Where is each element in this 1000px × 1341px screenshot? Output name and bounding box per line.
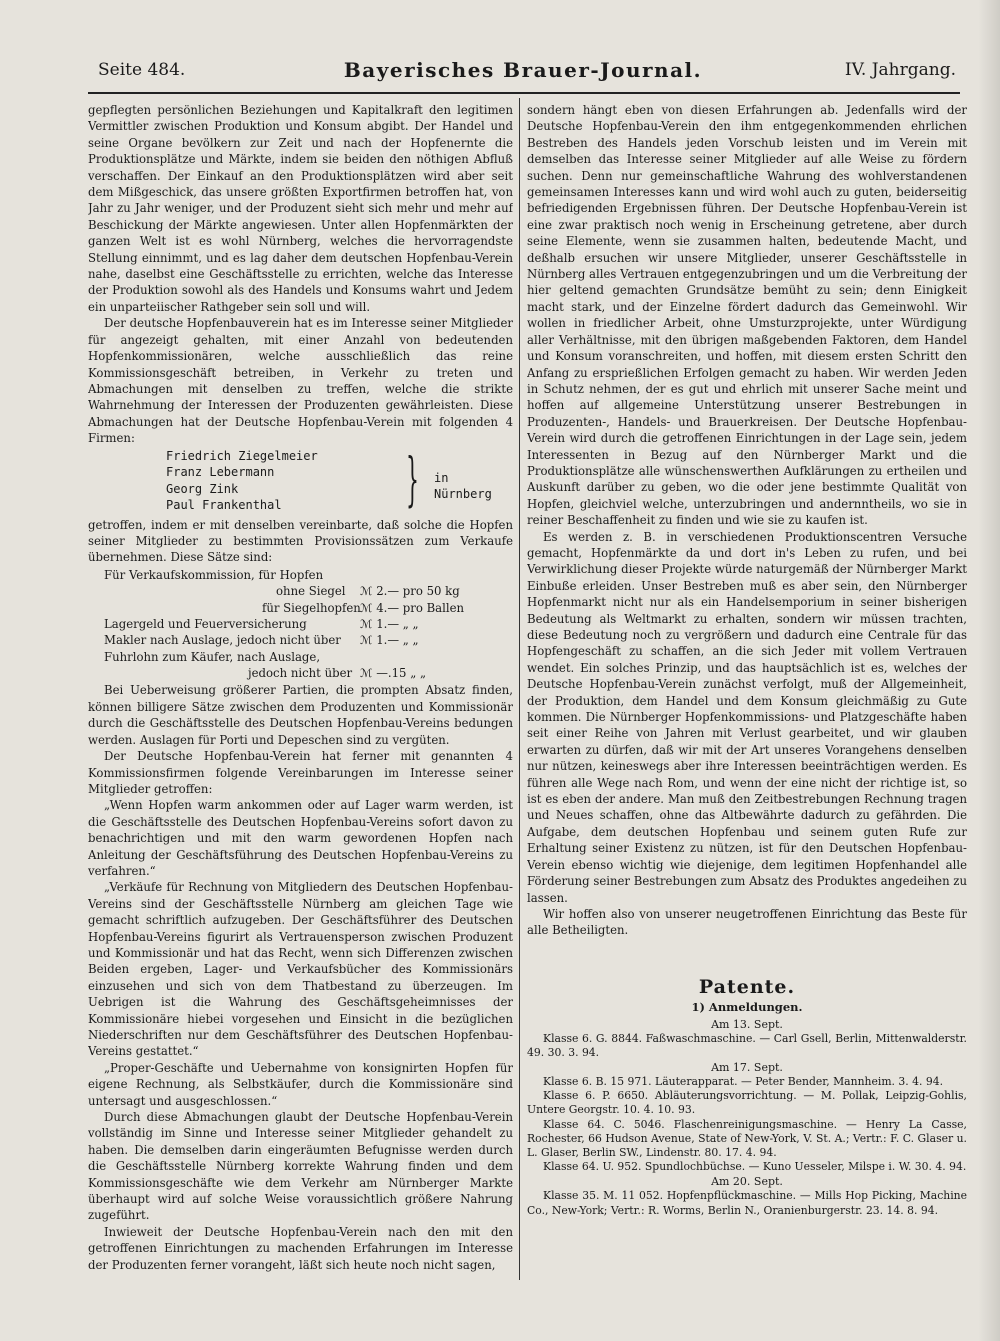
firm-name: Franz Lebermann (166, 465, 275, 480)
page-number: Seite 484. (98, 60, 186, 80)
fee-amount: ℳ 1.— „ „ (360, 616, 419, 631)
left-paragraph-5: Der Deutsche Hopfenbau-Verein hat ferner mit genannten 4 Kommissionsfirmen folgende Vereinbarungen im Interesse seiner Mitglieder getroffen: (88, 749, 513, 796)
left-column (88, 102, 513, 1282)
patent-date: Am 20. Sept. (711, 1175, 783, 1189)
firm-list-block (88, 444, 513, 516)
left-paragraph-7: „Verkäufe für Rechnung von Mitgliedern des Deutschen Hopfenbau-Vereins sind der Geschäftsstelle Nürnberg am gleichen Tage wie gemacht schriftlich aufzugeben. Der Geschäftsführer des Deutschen Hopfenbau-Vereins figurirt als Vertrauensperson zwischen Produzent und Kommissionär und hat das Recht, wenn sich Differenzen zwischen Beiden ergeben, Lager- und Verkaufsbücher des Kommissionärs einzusehen und sich von dem Thatbestand zu überzeugen. Im Uebrigen ist die Wahrung des Geschäftsgeheimnisses der Kommissionäre hiebei vorgesehen und Einsicht in die bezüglichen Niederschriften nur dem Geschäftsführer des Deutschen Hopfenbau-Vereins gestattet.“ (88, 880, 513, 1059)
fee-row (88, 649, 513, 665)
fee-label: ohne Siegel (276, 584, 346, 599)
fee-label: jedoch nicht über (248, 666, 353, 681)
fee-label: für Siegelhopfen (262, 600, 361, 615)
patent-date: Am 13. Sept. (711, 1017, 783, 1031)
fee-intro: Für Verkaufskommission, für Hopfen (104, 567, 324, 582)
left-paragraph-10: Inwieweit der Deutsche Hopfenbau-Verein nach den mit den getroffenen Einrichtungen zu machenden Erfahrungen im Interesse der Produzenten ferner vorangeht, läßt sich heute noch nicht sagen, (88, 1224, 513, 1272)
left-paragraph-1: gepflegten persönlichen Beziehungen und Kapitalkraft den legitimen Vermittler zwischen Produktion und Konsum abgibt. Der Handel und seine Organe bevölkern zur Zeit und nach der Hopfenernte die Produktionsplätze und Märkte, indem sie beiden den nöthigen Abfluß verschaffen. Der Einkauf an den Produktionsplätzen wird aber seit dem Mißgeschick, das unsere größten Exportfirmen betroffen hat, von Jahr zu Jahr weniger, und der Produzent sieht sich mehr und mehr auf Beschickung der Märkte angewiesen. Unter allen Hopfenmärkten der ganzen Welt ist es wohl Nürnberg, welches die hervorragendste Stellung einnimmt, und es lag daher dem deutschen Hopfenbau-Verein nahe, daselbst eine Geschäftsstelle zu errichten, welche das Interesse der Produktion sowohl als des Handels und Konsums wahrt und Jedem ein unparteiischer Rathgeber sein soll und will. (88, 103, 513, 314)
column-rule (519, 98, 520, 1280)
patent-entry: Klasse 64. U. 952. Spundlochbüchse. — Kuno Uesseler, Milspe i. W. 30. 4. 94. (543, 1160, 967, 1174)
firm-name: Friedrich Ziegelmeier (166, 448, 318, 463)
patents-subheading: 1) Anmeldungen. (691, 1000, 803, 1015)
patents-section (527, 975, 967, 1218)
patent-entry: Klasse 6. P. 6650. Abläuterungsvorrichtung. — M. Pollak, Leipzig-Gohlis, Untere Georgstr. 10. 4. 10. 93. (527, 1089, 967, 1117)
fee-table (88, 567, 513, 682)
fee-amount: ℳ —.15 „ „ (360, 666, 427, 681)
fee-row (88, 616, 513, 632)
journal-title: Bayerisches Brauer-Journal. (343, 58, 703, 82)
patent-date: Am 17. Sept. (711, 1060, 783, 1074)
patent-entry: Klasse 64. C. 5046. Flaschenreinigungsmaschine. — Henry La Casse, Rochester, 66 Hudson Avenue, State of New-York, V. St. A.; Vertr.: F. C. Glaser u. L. Glaser, Berlin SW., Lindenstr. 80. 17. 4. 94. (527, 1117, 967, 1159)
patent-entry: Klasse 6. B. 15 971. Läuterapparat. — Peter Bender, Mannheim. 3. 4. 94. (543, 1074, 944, 1088)
header-rule (88, 92, 960, 94)
left-paragraph-8: „Proper-Geschäfte und Uebernahme von konsignirten Hopfen für eigene Rechnung, als Selbstkäufer, durch die Kommissionäre sind untersagt und ausgeschlossen.“ (88, 1060, 513, 1108)
firm-city: in Nürnberg (434, 470, 492, 501)
left-paragraph-2: Der deutsche Hopfenbauverein hat es im Interesse seiner Mitglieder für angezeigt gehalten, mit einer Anzahl von bedeutenden Hopfenkommissionären, welche ausschließlich das reine Kommissionsgeschäft betreiben, in Verkehr zu treten und Abmachungen mit denselben zu treffen, welche die strikte Wahrnehmung der Interessen der Produzenten gewährleisten. Diese Abmachungen hat der Deutsche Hopfenbau-Verein mit folgenden 4 Firmen: (88, 316, 513, 446)
fee-label: Lagergeld und Feuerversicherung (104, 616, 307, 631)
page-edge-shadow (978, 0, 1000, 1341)
volume-label: IV. Jahrgang. (844, 60, 956, 80)
patent-entry: Klasse 35. M. 11 052. Hopfenpflückmaschine. — Mills Hop Picking, Machine Co., New-York; Vertr.: R. Worms, Berlin N., Oranienburgerstr. 23. 14. 8. 94. (527, 1189, 967, 1217)
fee-label: Makler nach Auslage, jedoch nicht über (104, 633, 341, 648)
fee-amount: ℳ 4.— pro Ballen (360, 600, 465, 615)
page-header (90, 56, 956, 90)
right-paragraph-1: sondern hängt eben von diesen Erfahrungen ab. Jedenfalls wird der Deutsche Hopfenbau-Verein den ihm entgegenkommenden ehrlichen Bestreben des Handels jeden Vorschub leisten und im Verein mit demselben das Interesse seiner Mitglieder auf alle Weise zu fördern suchen. Denn nur gemeinschaftliche Wahrung des wohlverstandenen gemeinsamen Interesses kann und wird wohl auch zu guten, beiderseitig befriedigenden Ergebnissen führen. Der Deutsche Hopfenbau-Verein ist eine zwar praktisch noch wenig in Erscheinung getretene, aber durch seine Elemente, wenn sie zusammen halten, bedeutende Macht, und deßhalb ersuchen wir unsere Mitglieder, unserer Geschäftsstelle in Nürnberg alles Vertrauen entgegenzubringen und um die Verbreitung der hier geltend gemachten Grundsätze bemüht zu sein; denn Einigkeit macht stark, und der Einzelne fördert dadurch das Gemeinwohl. Wir wollen in friedlicher Arbeit, ohne Umsturzprojekte, unter Würdigung aller Verhältnisse, mit den übrigen maßgebenden Faktoren, dem Handel und Konsum voranschreiten, und hoffen, mit diesem ersten Schritt den Anfang zu ersprießlichen Erfolgen gemacht zu haben. Wir werden Jeden in Schutz nehmen, der es gut und ehrlich mit unserer Sache meint und hoffen auf allgemeine Unterstützung unserer Bestrebungen in Produzenten-, Handels- und Brauerkreisen. Der Deutsche Hopfenbau-Verein wird durch die getroffenen Einrichtungen in der Lage sein, jedem Interessenten in Bezug auf den Nürnberger Markt und die Produktionsplätze alle wünschenswerthen Aufklärungen zu ertheilen und Auskunft darüber zu geben, wo die oder jene bestimmte Qualität von Hopfen, gleichviel welche, unterzubringen und andernntheils, wo sie in reiner Beschaffenheit zu finden und wie sie zu kaufen ist. (527, 103, 967, 528)
left-paragraph-4: Bei Ueberweisung größerer Partien, die prompten Absatz finden, können billigere Sätze zwischen dem Produzenten und Kommissionär durch die Geschäftsstelle des Deutschen Hopfenbau-Vereins bedungen werden. Auslagen für Porti und Depeschen sind zu vergüten. (88, 683, 513, 747)
firm-name: Paul Frankenthal (166, 498, 282, 513)
brace-glyph: } (406, 444, 419, 513)
patent-entry: Klasse 6. G. 8844. Faßwaschmaschine. — Carl Gsell, Berlin, Mittenwalderstr. 49. 30. 3. 94. (527, 1031, 967, 1059)
fee-row (88, 665, 513, 681)
fee-amount: ℳ 2.— pro 50 kg (360, 584, 460, 599)
right-column (527, 102, 967, 1282)
fee-row (88, 632, 513, 648)
patents-heading: Patente. (698, 975, 796, 998)
right-paragraph-2: Es werden z. B. in verschiedenen Produktionscentren Versuche gemacht, Hopfenmärkte da und dort in's Leben zu rufen, und bei Verwirklichung dieser Projekte würde naturgemäß der Nürnberger Markt Einbuße erleiden. Unser Bestreben muß es aber sein, den Nürnberger Hopfenmarkt nicht nur als ein Handelsemporium in seiner bisherigen Bedeutung als Weltmarkt zu erhalten, sondern wir müssen trachten, diese Bedeutung noch zu vergrößern und dadurch eine Centrale für das Hopfengeschäft zu schaffen, an die sich Jeder mit vollem Vertrauen wendet. Ein solches Prinzip, und das hauptsächlich ist es, welches der Deutsche Hopfenbau-Verein zunächst verfolgt, muß der Allgemeinheit, der Produktion, dem Handel und dem Konsum gleichmäßig zu Gute kommen. Die Nürnberger Hopfenkommissions- und Platzgeschäfte haben seit einer Reihe von Jahren mit Verlust gearbeitet, und wir glauben erwarten zu dürfen, daß wir mit der Art unseres Vorangehens denselben nur nützen, keineswegs aber ihre Interessen beeinträchtigen werden. Es führen alle Wege nach Rom, und wenn der eine nicht der richtige ist, so ist es eben der andere. Man muß den Zeitbestrebungen Rechnung tragen und Neues schaffen, ohne das Altbewährte dadurch zu gefährden. Die Aufgabe, dem deutschen Hopfenbau und seinem guten Rufe zur Erhaltung seiner Existenz zu nützen, ist für den Deutschen Hopfenbau-Verein ebenso wichtig wie diejenige, dem legitimen Hopfenhandel alle Förderung seiner Bestrebungen zum Absatz des Produktes angedeihen zu lassen. (527, 529, 967, 905)
fee-amount: ℳ 1.— „ „ (360, 633, 419, 648)
left-paragraph-9: Durch diese Abmachungen glaubt der Deutsche Hopfenbau-Verein vollständig im Sinne und Interesse seiner Mitglieder gehandelt zu haben. Die demselben darin eingeräumten Befugnisse werden durch die Geschäftsstelle Nürnberg korrekte Wahrung finden und dem Kommissionsgeschäfte wie dem Verkehr am Nürnberger Markte überhaupt wird auf solche Weise voraussichtlich größere Nahrung zugeführt. (88, 1110, 513, 1223)
firm-name: Georg Zink (166, 481, 239, 496)
fee-label: Fuhrlohn zum Käufer, nach Auslage, (104, 649, 321, 664)
fee-intro-line (88, 567, 513, 583)
firm-names (166, 448, 318, 514)
left-paragraph-6: „Wenn Hopfen warm ankommen oder auf Lager warm werden, ist die Geschäftsstelle des Deutschen Hopfenbau-Vereins sofort davon zu benachrichtigen und mit den warm gewordenen Hopfen nach Anleitung der Geschäftsführung des Deutschen Hopfenbau-Vereins zu verfahren.“ (88, 798, 513, 878)
fee-row (88, 583, 513, 599)
left-paragraph-3: getroffen, indem er mit denselben vereinbarte, daß solche die Hopfen seiner Mitglieder zu bestimmten Provisionssätzen zum Verkaufe übernehmen. Diese Sätze sind: (88, 517, 513, 565)
fee-row (88, 600, 513, 616)
right-paragraph-3: Wir hoffen also von unserer neugetroffenen Einrichtung das Beste für alle Betheiligten. (527, 906, 967, 938)
